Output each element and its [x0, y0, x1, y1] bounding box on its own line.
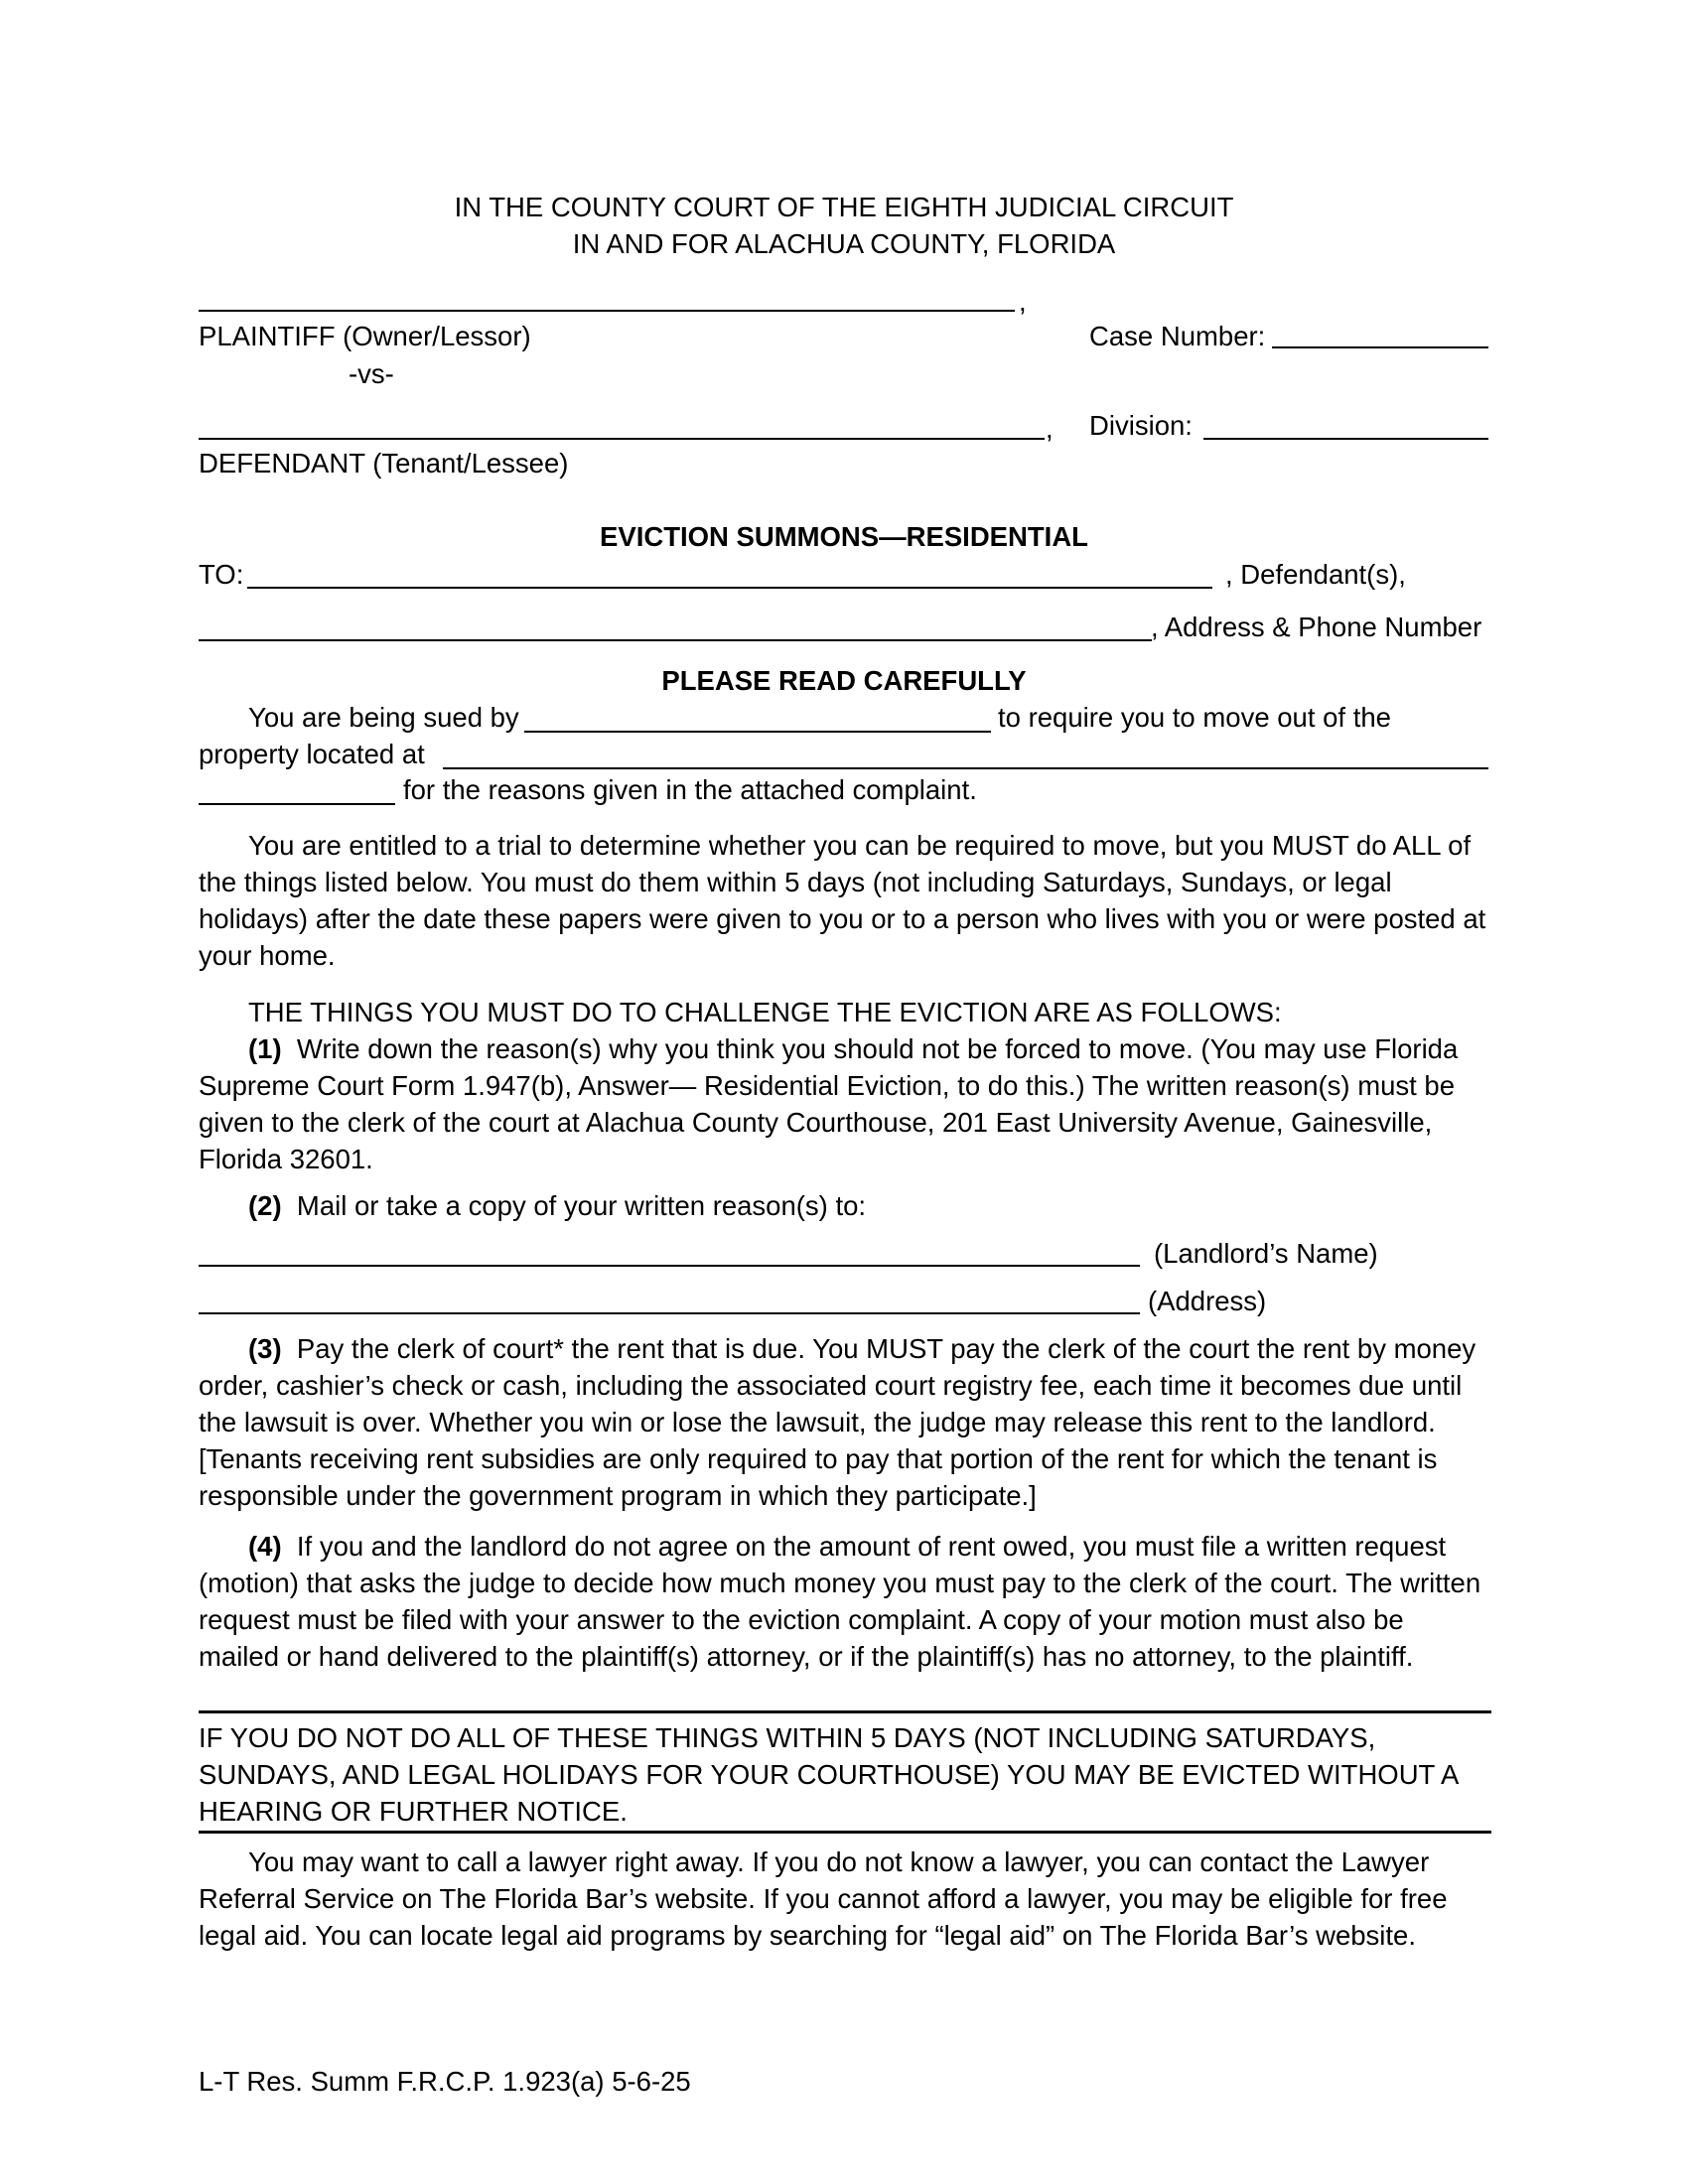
sued-by-prefix: You are being sued by [248, 702, 519, 733]
step2-number: (2) [248, 1190, 282, 1221]
landlord-address-label: (Address) [1148, 1286, 1267, 1316]
defendant-address-phone-field[interactable] [199, 639, 1152, 641]
step1-number: (1) [248, 1033, 282, 1064]
address-phone-suffix: , Address & Phone Number [1151, 612, 1482, 642]
versus-label: -vs- [349, 358, 394, 389]
lawyer-paragraph: You may want to call a lawyer right away. If you do not know a lawyer, you can contact the Lawyer Referral Service on The Florida Bar’s website. If you cannot afford a lawyer, you may be eligible for free legal aid. You can locate legal aid programs by searching for “legal aid” on The Florida Bar’s website. [199, 1846, 1448, 1951]
plaintiff-comma: , [1019, 286, 1027, 317]
step4-number: (4) [248, 1531, 282, 1562]
division-field[interactable] [1203, 438, 1488, 440]
landlord-address-field[interactable] [199, 1312, 1140, 1314]
reasons-text: for the reasons given in the attached complaint. [403, 774, 977, 805]
landlord-name-label: (Landlord’s Name) [1154, 1238, 1378, 1269]
step2-text: Mail or take a copy of your written reason(s) to: [296, 1190, 867, 1221]
plaintiff-sued-by-field[interactable] [524, 731, 991, 733]
step4-text: If you and the landlord do not agree on the amount of rent owed, you must file a written request (motion) that asks the judge to decide how much money you must pay to the clerk of the court. The written request must be filed with your answer to the eviction complaint. A copy of your motion must also be mailed or hand delivered to the plaintiff(s) attorney, or if the plaintiff(s) has no attorney, to the plaintiff. [199, 1531, 1481, 1672]
case-number-label: Case Number: [1089, 321, 1266, 351]
warning-notice: IF YOU DO NOT DO ALL OF THESE THINGS WITHIN 5 DAYS (NOT INCLUDING SATURDAYS, SUNDAYS, AND LEGAL HOLIDAYS FOR YOUR COURTHOUSE) YOU MAY BE EVICTED WITHOUT A HEARING OR FURTHER NOTICE. [199, 1722, 1458, 1827]
step3-text: Pay the clerk of court* the rent that is due. You MUST pay the clerk of the court the rent by money order, cashier’s check or cash, including the associated court registry fee, each time it becomes due until the lawsuit is over. Whether you win or lose the lawsuit, the judge may release this rent to the landlord. [Tenants receiving rent subsidies are only required to pay that portion of the rent for which the tenant is responsible under the government program in which they participate.] [199, 1333, 1477, 1511]
step4-paragraph [199, 1528, 1491, 1675]
plaintiff-name-field[interactable] [199, 310, 1015, 312]
to-label: TO: [199, 559, 244, 590]
defendant-label: DEFENDANT (Tenant/Lessee) [199, 448, 569, 478]
step3-paragraph [199, 1330, 1491, 1514]
defendants-suffix: , Defendant(s), [1225, 559, 1406, 590]
step1-paragraph [199, 1030, 1491, 1177]
step2-line [248, 1187, 866, 1224]
step1-text: Write down the reason(s) why you think you should not be forced to move. (You may use Florida Supreme Court Form 1.947(b), Answer— Residential Eviction, to do this.) The written reason(s) must be given to the clerk of the court at Alachua County Courthouse, 201 East University Avenue, Gainesville, Florida 32601. [199, 1033, 1459, 1174]
warning-bottom-rule [199, 1831, 1491, 1834]
defendant-name-field[interactable] [199, 438, 1045, 440]
plaintiff-label: PLAINTIFF (Owner/Lessor) [199, 321, 531, 351]
form-footer-id: L-T Res. Summ F.R.C.P. 1.923(a) 5-6-25 [199, 2066, 691, 2097]
property-address-cont-field[interactable] [199, 803, 395, 805]
read-carefully-heading: PLEASE READ CAREFULLY [661, 665, 1027, 696]
warning-top-rule [199, 1710, 1491, 1713]
court-header-line1: IN THE COUNTY COURT OF THE EIGHTH JUDICIAL CIRCUIT [454, 192, 1234, 222]
landlord-name-field[interactable] [199, 1265, 1140, 1267]
sued-by-suffix: to require you to move out of the [998, 702, 1391, 733]
step3-number: (3) [248, 1333, 282, 1364]
division-label: Division: [1089, 410, 1193, 441]
document-title: EVICTION SUMMONS—RESIDENTIAL [600, 521, 1088, 552]
court-header-line2: IN AND FOR ALACHUA COUNTY, FLORIDA [572, 228, 1116, 259]
case-number-field[interactable] [1272, 346, 1488, 348]
property-label: property located at [199, 739, 425, 769]
defendants-names-field[interactable] [247, 587, 1212, 589]
property-address-field[interactable] [443, 767, 1488, 769]
things-heading: THE THINGS YOU MUST DO TO CHALLENGE THE EVICTION ARE AS FOLLOWS: [248, 997, 1282, 1027]
defendant-comma: , [1046, 413, 1054, 444]
entitled-paragraph: You are entitled to a trial to determine whether you can be required to move, but you MUST do ALL of the things listed below. You must do them within 5 days (not including Saturdays, Sundays, or legal holidays) after the date these papers were given to you or to a person who lives with you or were posted at your home. [199, 830, 1486, 971]
